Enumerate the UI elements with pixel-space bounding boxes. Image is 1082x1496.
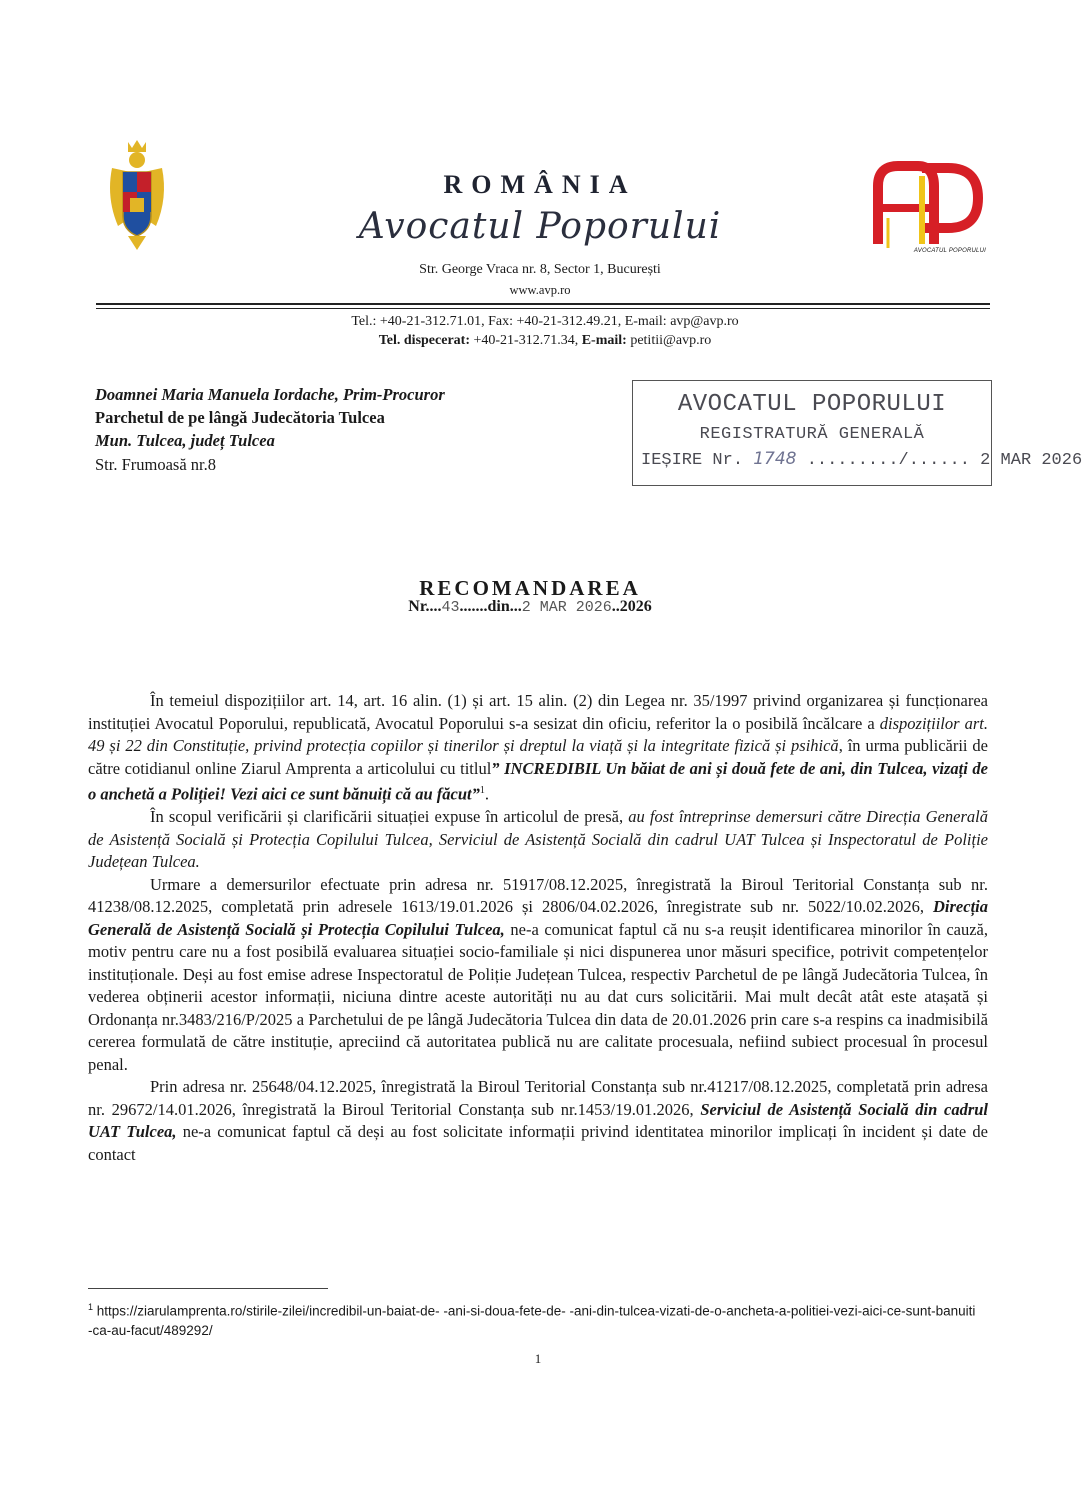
stamp-exit-label: IEȘIRE Nr. [641,451,744,470]
ap-logo-caption: AVOCATUL POPORULUI [913,248,986,254]
footnote-url[interactable]: https://ziarulamprenta.ro/stirile-zilei/incredibil-un-baiat-de- -ani-si-doua-fete-de- -ani-din-tulcea-vizati-de-o-ancheta-a-politiei-vezi-aici-ce-sunt-banuiti-ca-au-facut/489292/ [88,1303,976,1338]
romania-coat-of-arms-icon [104,138,170,256]
p4-text-b: Serviciul de Asistență Socială din cadrul UAT Tulcea, [88,1099,988,1141]
dispatch-phone: +40-21-312.71.34, [473,333,579,348]
ap-logo-icon [874,158,986,252]
document-title: RECOMANDAREA [419,576,641,600]
footnote [88,1298,978,1340]
dispatch-email-label: E-mail: [581,333,627,348]
footnote-rule [88,1288,328,1289]
stamp-exit-row: IEȘIRE Nr. 1748 ........./...... 2 MAR 2026 [641,449,1082,470]
stamp-subtitle: REGISTRATURĂ GENERALĂ [699,425,925,444]
registry-stamp [632,380,1082,486]
addressee-street: Str. Frumoasă nr.8 [95,455,217,474]
p1-footnote-ref[interactable]: 1 [479,785,485,796]
dispatch-line [200,333,890,349]
document-number-label: Nr. [408,598,430,615]
p2-text-a: În scopul verificării și clarificării situației expuse în articolul de presă, [150,807,629,826]
contact-line: Tel.: +40-21-312.71.01, Fax: +40-21-312.49.21, E-mail: avp@avp.ro [351,314,739,329]
document-date-label: din [487,598,510,615]
stamp-title: AVOCATUL POPORULUI [677,391,947,418]
document-date-value: 2 MAR 2026 [521,599,612,616]
p1-article-title: ” INCREDIBIL Un băiat de ani și două fete de ani, din Tulcea, vizați de o anchetă a Poliției! Vezi aici ce sunt bănuiți că au făcut” [88,758,988,804]
p4-text-c: ne-a comunicat faptul că deși au fost solicitate informații privind identitatea minorilor implicați în incident și date de contact [88,1122,988,1164]
stamp-exit-date: 2 MAR 2026 [980,451,1082,470]
document-year: 2026 [619,598,652,615]
country-heading: ROMÂNIA [443,170,637,199]
institution-website[interactable]: www.avp.ro [509,283,571,297]
header-rule-thick [96,303,990,305]
header-rule-thin [96,308,990,309]
institution-name: Avocatul Poporului [358,206,722,247]
p2-text-b: au fost întreprinse demersuri către Direcția Generală de Asistență Socială și Protecția Copilului Tulcea, Serviciul de Asistență Socială din cadrul UAT Tulcea și Inspectoratul de Poliție Județean Tulcea. [88,807,988,871]
document-number-line: Nr....43.......din...2 MAR 2026..2026 [408,598,652,616]
document-body [88,690,988,1166]
dispatch-email[interactable]: petitii@avp.ro [630,333,712,348]
dispatch-label: Tel. dispecerat: [378,333,470,348]
p1-text-b: dispozițiilor art. 49 și 22 din Constituție, privind protecția copiilor și tinerilor și dreptul la viață și la integritate fizică și psihică [88,713,988,755]
p4-text-a: Prin adresa nr. 25648/04.12.2025, înregistrată la Biroul Teritorial Constanța sub nr.41217/08.12.2025, completată prin adresa nr. 29672/14.01.2026, înregistrată la Biroul Teritorial Constanța sub nr.1453/19.01.2026, [88,1077,988,1119]
p1-text-c: , în urma publicării de către cotidianul online Ziarul Amprenta a articolului cu titlul [88,736,988,778]
institution-address: Str. George Vraca nr. 8, Sector 1, București [419,262,661,277]
addressee-city: Mun. Tulcea, județ Tulcea [95,431,275,450]
body-paragraph-2 [88,806,988,874]
addressee-name: Doamnei Maria Manuela Iordache, Prim-Procuror [95,385,445,404]
body-paragraph-4 [88,1076,988,1166]
p3-text-b: Direcția Generală de Asistență Socială și Protecția Copilului Tulcea, [88,897,988,939]
p3-text-c: ne-a comunicat faptul că nu s-a reușit identificarea minorilor în cauză, motiv pentru care nu a fost posibilă evaluarea situației socio-familiale și nici dispunerea unor măsuri specifice, potrivit competențelor instituționale. Deși au fost emise adrese Inspectoratul de Poliție Județean Tulcea, respectiv Parchetul de pe lângă Judecătoria Tulcea, în vederea obținerii acestor informații, niciuna dintre aceste autorități nu au dat curs solicitării. Mai mult decât atât este atașată și Ordonanța nr.3483/216/P/2025 a Parchetului de pe lângă Judecătoria Tulcea din data de 20.01.2026 prin care s-a respins ca inadmisibilă cererea formulată de către instituție, apreciind că autoritatea publică nu are calitate procesuala, nefiind subiect procesual în procesul penal. [88,919,988,1074]
p3-text-a: Urmare a demersurilor efectuate prin adresa nr. 51917/08.12.2025, înregistrată la Biroul Teritorial Constanța sub nr. 41238/08.12.2025, completată prin adresele 1613/19.01.2026 și 2806/04.02.2026, înregistrate sub nr. 5022/10.02.2026, [88,874,988,916]
body-paragraph-3 [88,874,988,1077]
p1-text-a: În temeiul dispozițiilor art. 14, art. 16 alin. (1) și art. 15 alin. (2) din Legea nr. 35/1997 privind organizarea și funcționarea instituției Avocatul Poporului, republicată, Avocatul Poporului s-a sesizat din oficiu, referitor la o posibilă încălcare a [88,691,988,733]
document-number-value: 43 [441,599,460,616]
stamp-exit-number: 1748 [753,449,797,469]
body-paragraph-1: În temeiul dispozițiilor art. 14, art. 16 alin. (1) și art. 15 alin. (2) din Legea nr. 35/1997 privind organizarea și funcționarea instituției Avocatul Poporului, republicată, Avocatul Poporului s-a sesizat din oficiu, referitor la o posibilă încălcare a dispozițiilor art. 49 și 22 din Constituție, privind protecția copiilor și tinerilor și dreptul la viață și la integritate fizică și psihică, în urma publicării de către cotidianul online Ziarul Amprenta a articolului cu titlul” INCREDIBIL Un băiat de ani și două fete de ani, din Tulcea, vizați de o anchetă a Poliției! Vezi aici ce sunt bănuiți că au făcut”$^1$. [88,691,988,804]
footnote-mark: 1 [88,1302,94,1312]
addressee-institution: Parchetul de pe lângă Judecătoria Tulcea [95,408,385,427]
page-number: 1 [534,1351,542,1366]
